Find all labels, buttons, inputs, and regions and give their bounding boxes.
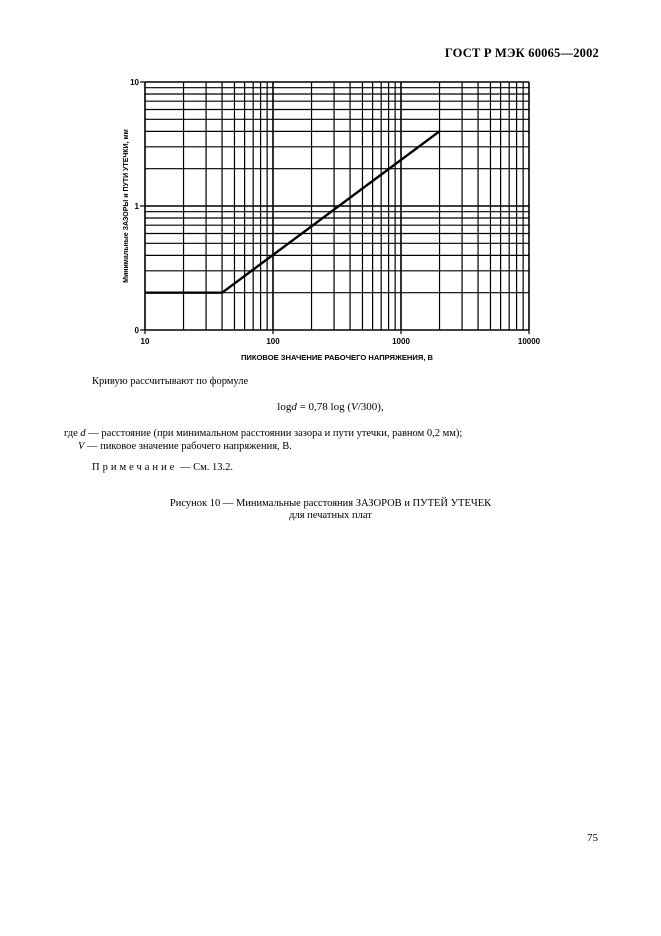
formula — [0, 401, 661, 413]
y-tick-label: 1 — [134, 202, 139, 211]
page-number: 75 — [587, 832, 598, 844]
x-tick-label: 1000 — [392, 337, 410, 346]
formula-log: log — [277, 401, 292, 413]
where-var-d: d — [80, 428, 86, 439]
y-tick-label: 10 — [130, 78, 139, 87]
x-tick-label: 10000 — [517, 337, 541, 346]
where-prefix: где — [64, 428, 81, 439]
formula-end: /300), — [357, 401, 384, 413]
note-label: Примечание — [92, 462, 178, 473]
where-v-line — [78, 440, 292, 453]
formula-var-d: d — [291, 401, 297, 413]
formula-intro: Кривую рассчитывают по формуле — [92, 376, 249, 387]
caption-line-1: Рисунок 10 — Минимальные расстояния ЗАЗОРОВ и ПУТЕЙ УТЕЧЕК — [169, 498, 492, 509]
x-axis-label: ПИКОВОЕ ЗНАЧЕНИЕ РАБОЧЕГО НАПРЯЖЕНИЯ, В — [240, 353, 434, 362]
where-v-text: — пиковое значение рабочего напряжения, В. — [84, 441, 292, 452]
formula-var-v: V — [351, 401, 358, 413]
where-d-text: — расстояние (при минимальном расстоянии зазора и пути утечки, равном 0,2 мм); — [85, 428, 463, 439]
y-axis-label: Минимальные ЗАЗОРЫ и ПУТИ УТЕЧКИ, мм — [123, 129, 130, 283]
x-tick-label: 100 — [266, 337, 280, 346]
figure-caption — [0, 498, 661, 522]
where-var-v: V — [78, 441, 85, 452]
note — [92, 461, 233, 474]
where-d-line — [64, 427, 462, 440]
formula-middle: = 0,78 log ( — [296, 401, 352, 413]
document-header: ГОСТ Р МЭК 60065—2002 — [444, 46, 599, 60]
creepage-chart — [0, 0, 661, 400]
caption-line-2: для печатных плат — [289, 510, 372, 521]
y-tick-label: 0 — [134, 326, 139, 335]
x-tick-label: 10 — [140, 337, 150, 346]
note-text: — См. 13.2. — [177, 462, 233, 473]
